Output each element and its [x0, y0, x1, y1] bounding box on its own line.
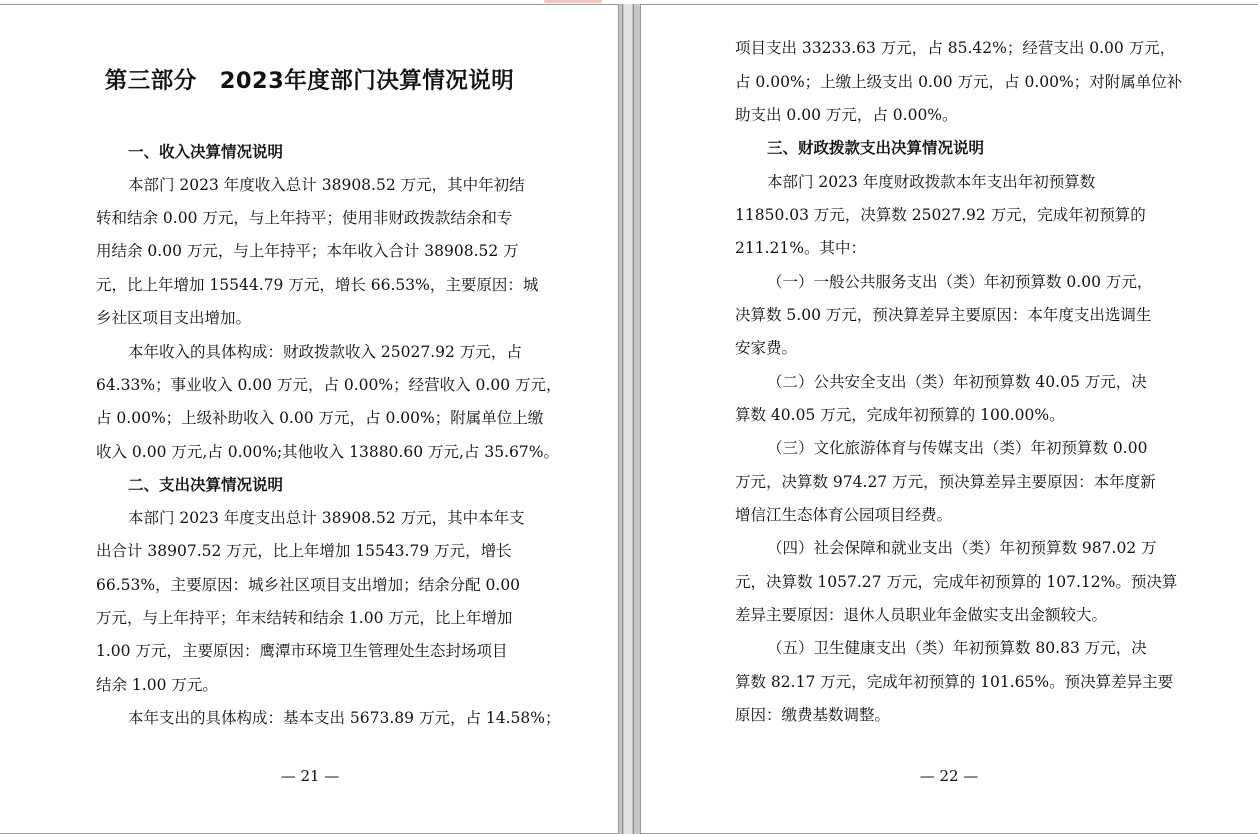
text-line: 本年收入的具体构成：财政拨款收入 25027.92 万元，占 — [128, 343, 522, 361]
page-21 — [0, 4, 619, 834]
text-line: 万元，与上年持平；年末结转和结余 1.00 万元，比上年增加 — [96, 609, 513, 627]
text-line: 增信江生态体育公园项目经费。 — [735, 506, 953, 524]
text-line: 1.00 万元，主要原因：鹰潭市环境卫生管理处生态封场项目 — [96, 642, 508, 660]
text-line: 助支出 0.00 万元，占 0.00%。 — [735, 106, 958, 124]
page-separator — [619, 4, 640, 834]
text-line: 11850.03 万元，决算数 25027.92 万元，完成年初预算的 — [735, 206, 1146, 224]
text-line: 本部门 2023 年度支出总计 38908.52 万元，其中本年支 — [128, 509, 525, 527]
text-line: 占 0.00%；上缴上级支出 0.00 万元，占 0.00%；对附属单位补 — [735, 73, 1183, 91]
text-line: （五）卫生健康支出（类）年初预算数 80.83 万元，决 — [767, 639, 1147, 657]
text-line: 64.33%；事业收入 0.00 万元，占 0.00%；经营收入 0.00 万元， — [96, 376, 562, 394]
page-title: 第三部分 2023年度部门决算情况说明 — [104, 68, 515, 94]
text-line: 万元，决算数 974.27 万元，预决算差异主要原因：本年度新 — [735, 473, 1156, 491]
text-line: 原因：缴费基数调整。 — [735, 706, 891, 724]
toolbar-edge-marker — [544, 0, 602, 3]
text-line: 决算数 5.00 万元，预决算差异主要原因：本年度支出选调生 — [735, 306, 1152, 324]
text-line: 算数 40.05 万元，完成年初预算的 100.00%。 — [735, 406, 1065, 424]
text-line: 元，比上年增加 15544.79 万元，增长 66.53%，主要原因：城 — [96, 276, 539, 294]
text-line: 本年支出的具体构成：基本支出 5673.89 万元，占 14.58%； — [128, 709, 561, 727]
text-line: 本部门 2023 年度财政拨款本年支出年初预算数 — [767, 173, 1096, 191]
text-line: 算数 82.17 万元，完成年初预算的 101.65%。预决算差异主要 — [735, 673, 1174, 691]
text-line: （一）一般公共服务支出（类）年初预算数 0.00 万元， — [767, 273, 1153, 291]
text-line: 211.21%。其中： — [735, 239, 866, 257]
text-line: （四）社会保障和就业支出（类）年初预算数 987.02 万 — [767, 539, 1157, 557]
text-line: 本部门 2023 年度收入总计 38908.52 万元，其中年初结 — [128, 176, 525, 194]
text-line: （三）文化旅游体育与传媒支出（类）年初预算数 0.00 — [767, 439, 1148, 457]
text-line: 用结余 0.00 万元，与上年持平；本年收入合计 38908.52 万 — [96, 242, 519, 260]
page-22 — [640, 4, 1258, 834]
text-line: 安家费。 — [735, 339, 798, 357]
text-line: （二）公共安全支出（类）年初预算数 40.05 万元，决 — [767, 373, 1147, 391]
text-line: 乡社区项目支出增加。 — [96, 309, 252, 327]
text-line: 元，决算数 1057.27 万元，完成年初预算的 107.12%。预决算 — [735, 573, 1178, 591]
text-line: 占 0.00%；上级补助收入 0.00 万元，占 0.00%；附属单位上缴 — [96, 409, 544, 427]
text-line: 出合计 38907.52 万元，比上年增加 15543.79 万元，增长 — [96, 542, 512, 560]
text-line: 收入 0.00 万元,占 0.00%;其他收入 13880.60 万元,占 35.67%。 — [96, 443, 559, 461]
text-line: 转和结余 0.00 万元，与上年持平；使用非财政拨款结余和专 — [96, 209, 513, 227]
text-line: 结余 1.00 万元。 — [96, 676, 218, 694]
text-line: 差异主要原因：退休人员职业年金做实支出金额较大。 — [735, 606, 1108, 624]
page-number: — 21 — — [280, 767, 340, 785]
section-heading-fiscal: 三、财政拨款支出决算情况说明 — [767, 139, 985, 157]
section-heading-income: 一、收入决算情况说明 — [128, 143, 284, 161]
text-line: 项目支出 33233.63 万元，占 85.42%；经营支出 0.00 万元， — [735, 39, 1176, 57]
page-number: — 22 — — [919, 767, 979, 785]
section-heading-expense: 二、支出决算情况说明 — [128, 476, 284, 494]
text-line: 66.53%，主要原因：城乡社区项目支出增加；结余分配 0.00 — [96, 576, 521, 594]
